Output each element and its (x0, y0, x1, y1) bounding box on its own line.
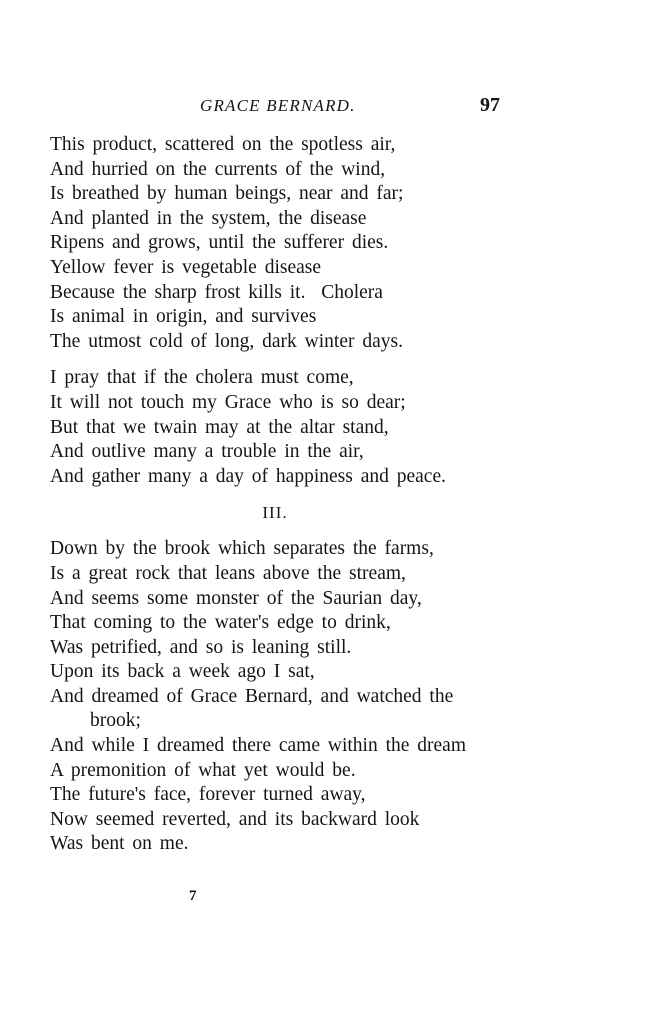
stanza-2 (50, 366, 520, 489)
poem-line: That coming to the water's edge to drink, (50, 612, 391, 634)
running-head (0, 94, 648, 118)
poem-line: The utmost cold of long, dark winter days. (50, 330, 403, 352)
signature-mark: 7 (189, 888, 197, 904)
poem-line: And hurried on the currents of the wind, (50, 158, 386, 180)
poem-line-continuation: brook; (90, 710, 141, 732)
stanza-3 (50, 537, 520, 857)
poem-line: Was bent on me. (50, 833, 189, 855)
poem-line: Yellow fever is vegetable disease (50, 256, 322, 278)
running-title: GRACE BERNARD. (200, 96, 356, 115)
poem-line: Is animal in origin, and survives (50, 306, 317, 328)
poem-line: And seems some monster of the Saurian day, (50, 587, 422, 609)
stanza-1 (50, 133, 520, 354)
poem-line: And dreamed of Grace Bernard, and watched the (50, 685, 454, 707)
poem-line: Upon its back a week ago I sat, (50, 661, 315, 683)
poem-line: And outlive many a trouble in the air, (50, 441, 364, 463)
poem-line: I pray that if the cholera must come, (50, 367, 354, 389)
poem-line: And while I dreamed there came within the dream (50, 735, 467, 757)
poem-line: Is a great rock that leans above the stream, (50, 562, 406, 584)
page-number: 97 (480, 94, 500, 116)
poem-line: Is breathed by human beings, near and far; (50, 183, 404, 205)
section-heading: III. (262, 503, 288, 523)
poem-line: And planted in the system, the disease (50, 207, 367, 229)
poem-line: Was petrified, and so is leaning still. (50, 636, 352, 658)
poem-line: A premonition of what yet would be. (50, 759, 356, 781)
poem-body (50, 133, 520, 857)
poem-line: And gather many a day of happiness and peace. (50, 465, 446, 487)
poem-line: It will not touch my Grace who is so dear; (50, 391, 406, 413)
poem-line: Down by the brook which separates the farms, (50, 538, 434, 560)
poem-line: This product, scattered on the spotless air, (50, 134, 396, 155)
poem-line: But that we twain may at the altar stand, (50, 416, 389, 438)
poem-line: Ripens and grows, until the sufferer dies. (50, 232, 389, 254)
poem-line: The future's face, forever turned away, (50, 784, 366, 806)
poem-line: Because the sharp frost kills it. Cholera (50, 281, 383, 303)
poem-line: Now seemed reverted, and its backward look (50, 808, 420, 830)
